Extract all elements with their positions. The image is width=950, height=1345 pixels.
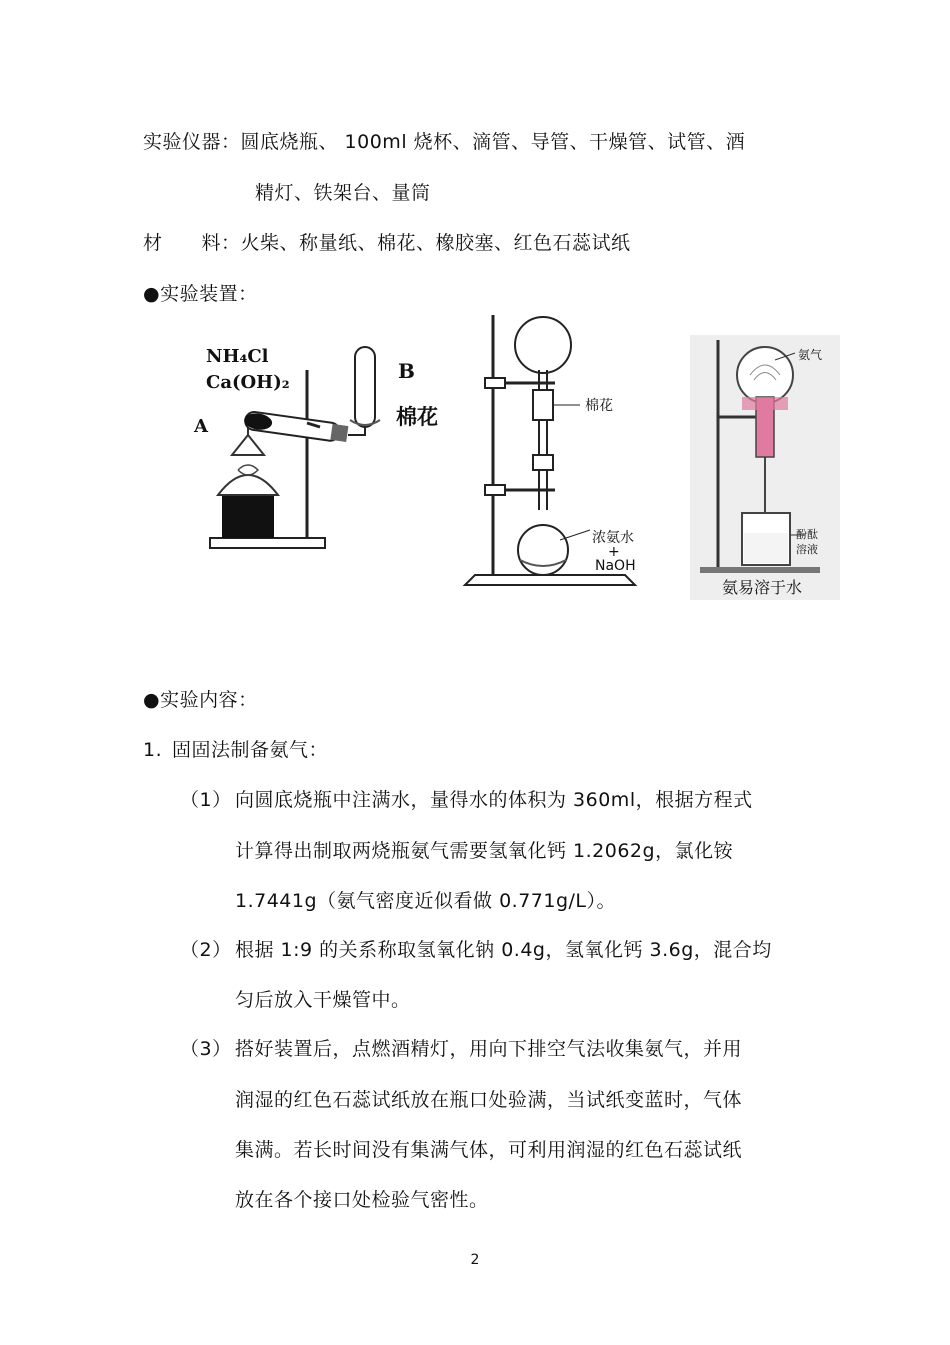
label-cotton-2: 棉花: [585, 398, 613, 414]
step-1-line-1: 向圆底烧瓶中注满水，量得水的体积为 360ml，根据方程式: [235, 789, 753, 811]
figure-solid-heating: [194, 335, 460, 555]
apparatus-line-2: 精灯、铁架台、量筒: [255, 182, 431, 204]
figure-liquid-generation: [460, 310, 640, 600]
figure-fountain: [690, 335, 840, 600]
apparatus-line-1: 实验仪器：圆底烧瓶、 100ml 烧杯、滴管、导管、干燥管、试管、酒: [143, 131, 746, 153]
step-3-line-2: 润湿的红色石蕊试纸放在瓶口处验满，当试纸变蓝时，气体: [235, 1089, 743, 1111]
label-caoh2: Ca(OH)₂: [206, 372, 290, 393]
label-reagent-1: 浓氨水: [592, 530, 634, 546]
step-3-line-4: 放在各个接口处检验气密性。: [235, 1189, 489, 1211]
content-heading: ●实验内容：: [143, 689, 258, 711]
step-3-line-3: 集满。若长时间没有集满气体，可利用润湿的红色石蕊试纸: [235, 1139, 743, 1161]
setup-heading: ●实验装置：: [143, 283, 258, 305]
section-1-number: 1.: [143, 739, 163, 761]
label-cotton-1: 棉花: [396, 405, 438, 429]
step-1-line-2: 计算得出制取两烧瓶氨气需要氢氧化钙 1.2062g，氯化铵: [235, 840, 734, 862]
step-3-number: （3）: [180, 1038, 232, 1060]
label-a: A: [194, 416, 208, 437]
step-2-line-2: 匀后放入干燥管中。: [235, 989, 411, 1011]
label-phenolphthalein-2: 溶液: [796, 543, 818, 556]
label-phenolphthalein-1: 酚酞: [796, 528, 818, 541]
materials-line: 材 料：火柴、称量纸、棉花、橡胶塞、红色石蕊试纸: [143, 232, 631, 254]
figure-caption: 氨易溶于水: [722, 578, 803, 597]
label-reagent-2: NaOH: [595, 558, 636, 574]
step-2-line-1: 根据 1:9 的关系称取氢氧化钠 0.4g，氢氧化钙 3.6g，混合均: [235, 939, 772, 961]
label-ammonia: 氨气: [798, 348, 823, 362]
label-b: B: [398, 359, 415, 383]
section-1-title: 固固法制备氨气：: [172, 739, 329, 761]
label-plus: +: [608, 544, 620, 560]
page-number: 2: [470, 1252, 480, 1268]
step-1-line-3: 1.7441g（氨气密度近似看做 0.771g/L）。: [235, 890, 617, 912]
step-1-number: （1）: [180, 789, 232, 811]
step-2-number: （2）: [180, 939, 232, 961]
step-3-line-1: 搭好装置后，点燃酒精灯，用向下排空气法收集氨气，并用: [235, 1038, 743, 1060]
label-nh4cl: NH₄Cl: [206, 346, 269, 367]
